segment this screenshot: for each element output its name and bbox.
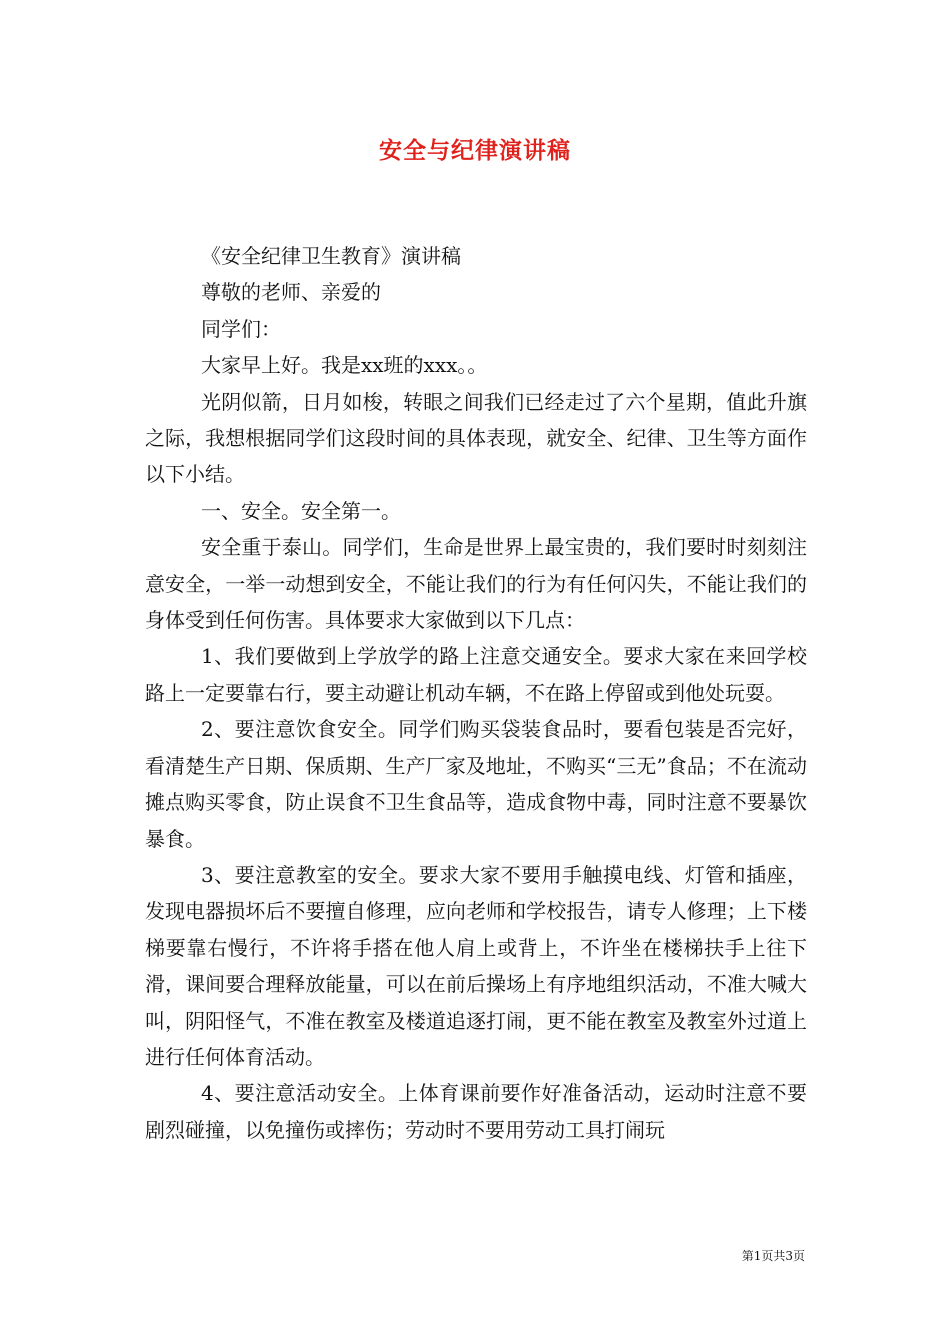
paragraph-safety-overview: 安全重于泰山。同学们，生命是世界上最宝贵的，我们要时时刻刻注意安全，一举一动想到安全，不能让我们的行为有任何闪失，不能让我们的身体受到任何伤害。具体要求大家做到以下几点： [145,535,807,633]
paragraph-point-1: 1、我们要做到上学放学的路上注意交通安全。要求大家在来回学校路上一定要靠右行，要主动避让机动车辆，不在路上停留或到他处玩耍。 [145,644,807,705]
page-number: 第1页共3页 [741,1249,805,1263]
paragraph-intro: 光阴似箭，日月如梭，转眼之间我们已经走过了六个星期，值此升旗之际，我想根据同学们这段时间的具体表现，就安全、纪律、卫生等方面作以下小结。 [145,389,807,487]
paragraph-section-safety: 一、安全。安全第一。 [201,498,401,523]
paragraph-speech-heading: 《安全纪律卫生教育》演讲稿 [201,244,461,268]
paragraph-point-2: 2、要注意饮食安全。同学们购买袋装食品时，要看包装是否完好，看清楚生产日期、保质期、生产厂家及地址，不购买“三无”食品；不在流动摊点购买零食，防止误食不卫生食品等，造成食物中毒，同时注意不要暴饮暴食。 [145,717,807,851]
paragraph-point-3: 3、要注意教室的安全。要求大家不要用手触摸电线、灯管和插座，发现电器损坏后不要擅自修理，应向老师和学校报告，请专人修理；上下楼梯要靠右慢行，不许将手搭在他人肩上或背上，不许坐在楼梯扶手上往下滑，课间要合理释放能量，可以在前后操场上有序地组织活动，不准大喊大叫，阴阳怪气，不准在教室及楼道追逐打闹，更不能在教室及教室外过道上进行任何体育活动。 [145,862,807,1069]
paragraph-salutation-cont: 同学们： [201,316,281,341]
document-title: 安全与纪律演讲稿 [379,137,571,164]
paragraph-point-4: 4、要注意活动安全。上体育课前要作好准备活动，运动时注意不要剧烈碰撞，以免撞伤或摔伤；劳动时不要用劳动工具打闹玩 [145,1081,807,1142]
document-body [145,238,807,1148]
paragraph-salutation: 尊敬的老师、亲爱的 [201,280,381,305]
paragraph-greeting: 大家早上好。我是xx班的xxx。。 [201,353,488,378]
